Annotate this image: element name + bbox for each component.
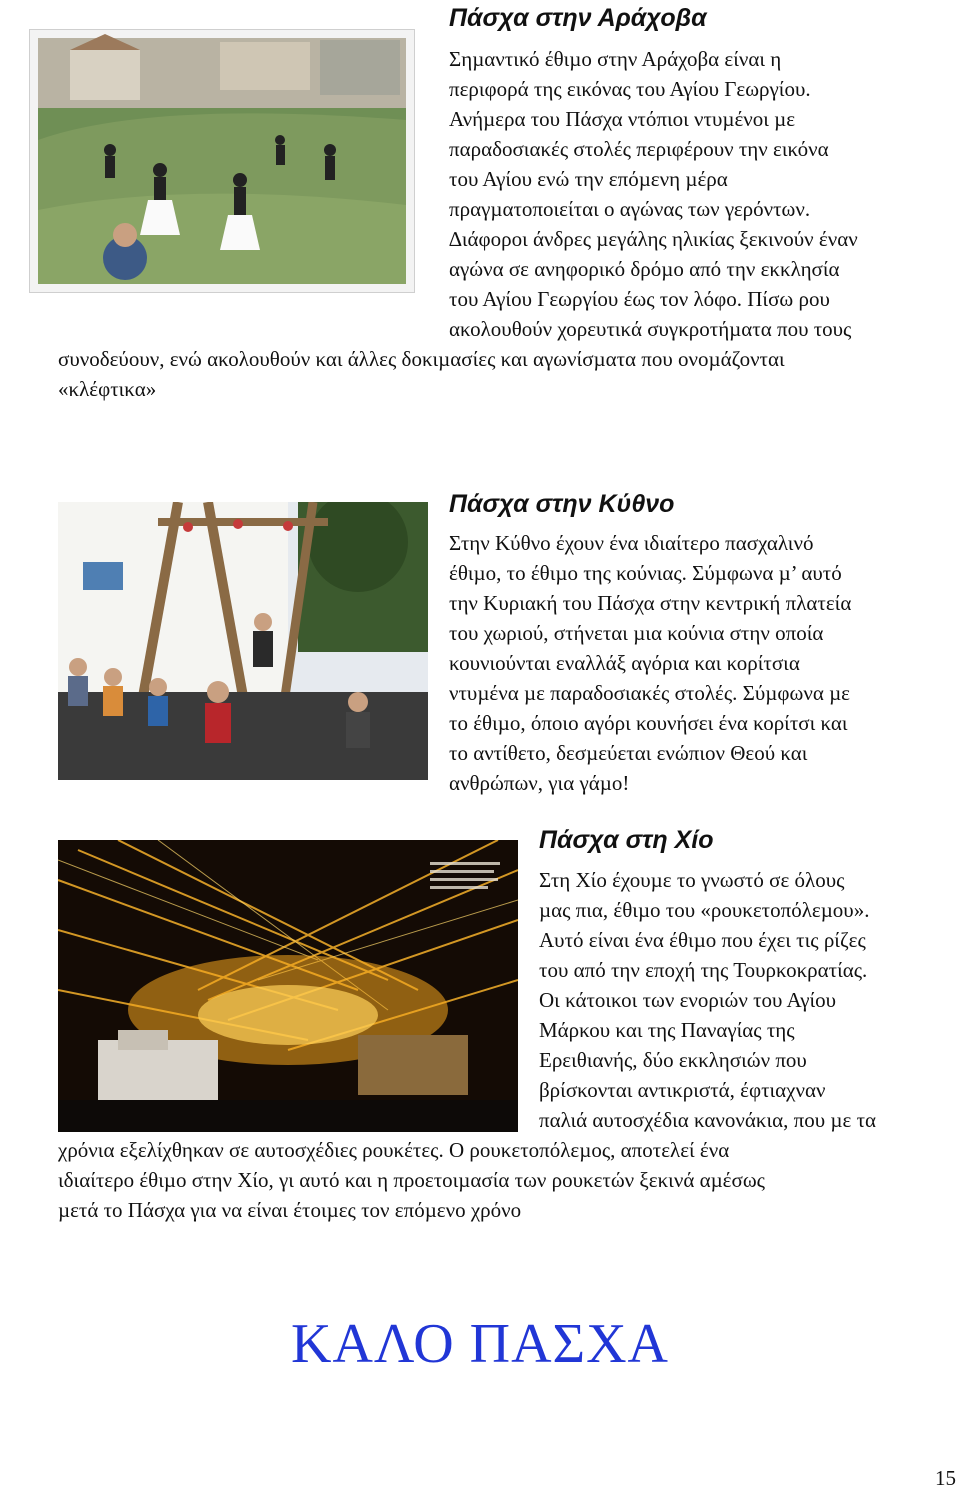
arachova-text-line: παραδοσιακές στολές περιφέρουν την εικόνα (449, 137, 829, 161)
chios-text-line: Αυτό είναι ένα έθιµο που έχει τις ρίζες (539, 928, 866, 952)
kythnos-text-line: έθιµο, το έθιµο της κούνιας. Σύµφωνα µ’ αυτό (449, 561, 842, 585)
chios-text-line: του από την εποχή της Τουρκοκρατίας. (539, 958, 868, 982)
kythnos-text-line: ανθρώπων, για γάµο! (449, 771, 630, 795)
kythnos-text-line: την Κυριακή του Πάσχα στην κεντρική πλατεία (449, 591, 852, 615)
kythnos-text-line: Στην Κύθνο έχουν ένα ιδιαίτερο πασχαλινό (449, 531, 814, 555)
arachova-text-line: συνοδεύουν, ενώ ακολουθούν και άλλες δοκιµασίες και αγωνίσµατα που ονοµάζονται (58, 347, 785, 371)
page-number: 15 (935, 1466, 956, 1490)
arachova-text-line: ∆ιάφοροι άνδρες µεγάλης ηλικίας ξεκινούν έναν (449, 227, 858, 251)
arachova-text-line: αγώνα σε ανηφορικό δρόµο από την εκκλησία (449, 257, 840, 281)
section-title-kythnos: Πάσχα στην Κύθνο (449, 490, 675, 518)
arachova-text-line: του Αγίου Γεωργίου έως τον λόφο. Πίσω ρου (449, 287, 830, 311)
chios-text-line: µας πια, έθιµο του «ρουκετοπόλεµου». (539, 898, 870, 922)
arachova-text-line: του Αγίου ενώ την επόµενη µέρα (449, 167, 728, 191)
closing-greeting: ΚΑΛΟ ΠΑΣΧΑ (291, 1313, 669, 1375)
section-title-arachova: Πάσχα στην Αράχοβα (449, 4, 707, 32)
arachova-text-line: ακολουθούν χορευτικά συγκροτήµατα που τους (449, 317, 852, 341)
chios-text-line: Στη Χίο έχουµε το γνωστό σε όλους (539, 868, 845, 892)
kythnos-text-line: του χωριού, στήνεται µια κούνια στην οποία (449, 621, 824, 645)
arachova-text-line: «κλέφτικα» (58, 377, 157, 401)
kythnos-photo (58, 502, 428, 780)
kythnos-text-line: το αντίθετο, δεσµεύεται ενώπιον Θεού και (449, 741, 808, 765)
arachova-photo (30, 30, 414, 292)
chios-text-line: Οι κάτοικοι των ενοριών του Αγίου (539, 988, 837, 1012)
kythnos-text-line: το έθιµο, όποιο αγόρι κουνήσει ένα κορίτσι και (449, 711, 848, 735)
arachova-text-line: Ανήµερα του Πάσχα ντόπιοι ντυµένοι µε (449, 107, 796, 131)
chios-photo (58, 840, 518, 1132)
chios-text-line: Ερειθιανής, δύο εκκλησιών που (539, 1048, 807, 1072)
chios-text-line: µετά το Πάσχα για να είναι έτοιµες τον επόµενο χρόνο (58, 1198, 522, 1222)
arachova-text-line: περιφορά της εικόνας του Αγίου Γεωργίου. (449, 77, 811, 101)
section-title-chios: Πάσχα στη Χίο (539, 826, 714, 854)
chios-text-line: παλιά αυτοσχέδια κανονάκια, που µε τα (539, 1108, 877, 1132)
chios-text-line: βρίσκονται αντικριστά, έφτιαχναν (539, 1078, 826, 1102)
kythnos-text-line: κουνιούνται εναλλάξ αγόρια και κορίτσια (449, 651, 800, 675)
chios-text-line: Μάρκου και της Παναγίας της (539, 1018, 795, 1042)
kythnos-text-line: ντυµένα µε παραδοσιακές στολές. Σύµφωνα µε (449, 681, 850, 705)
arachova-text-line: Σηµαντικό έθιµο στην Αράχοβα είναι η (449, 47, 782, 71)
chios-text-line: ιδιαίτερο έθιµο στην Χίο, γι αυτό και η προετοιµασία των ρουκετών ξεκινά αµέσως (58, 1168, 765, 1192)
chios-text-line: χρόνια εξελίχθηκαν σε αυτοσχέδιες ρουκέτες. Ο ρουκετοπόλεµος, αποτελεί ένα (58, 1138, 730, 1162)
arachova-text-line: πραγµατοποιείται ο αγώνας των γερόντων. (449, 197, 811, 221)
